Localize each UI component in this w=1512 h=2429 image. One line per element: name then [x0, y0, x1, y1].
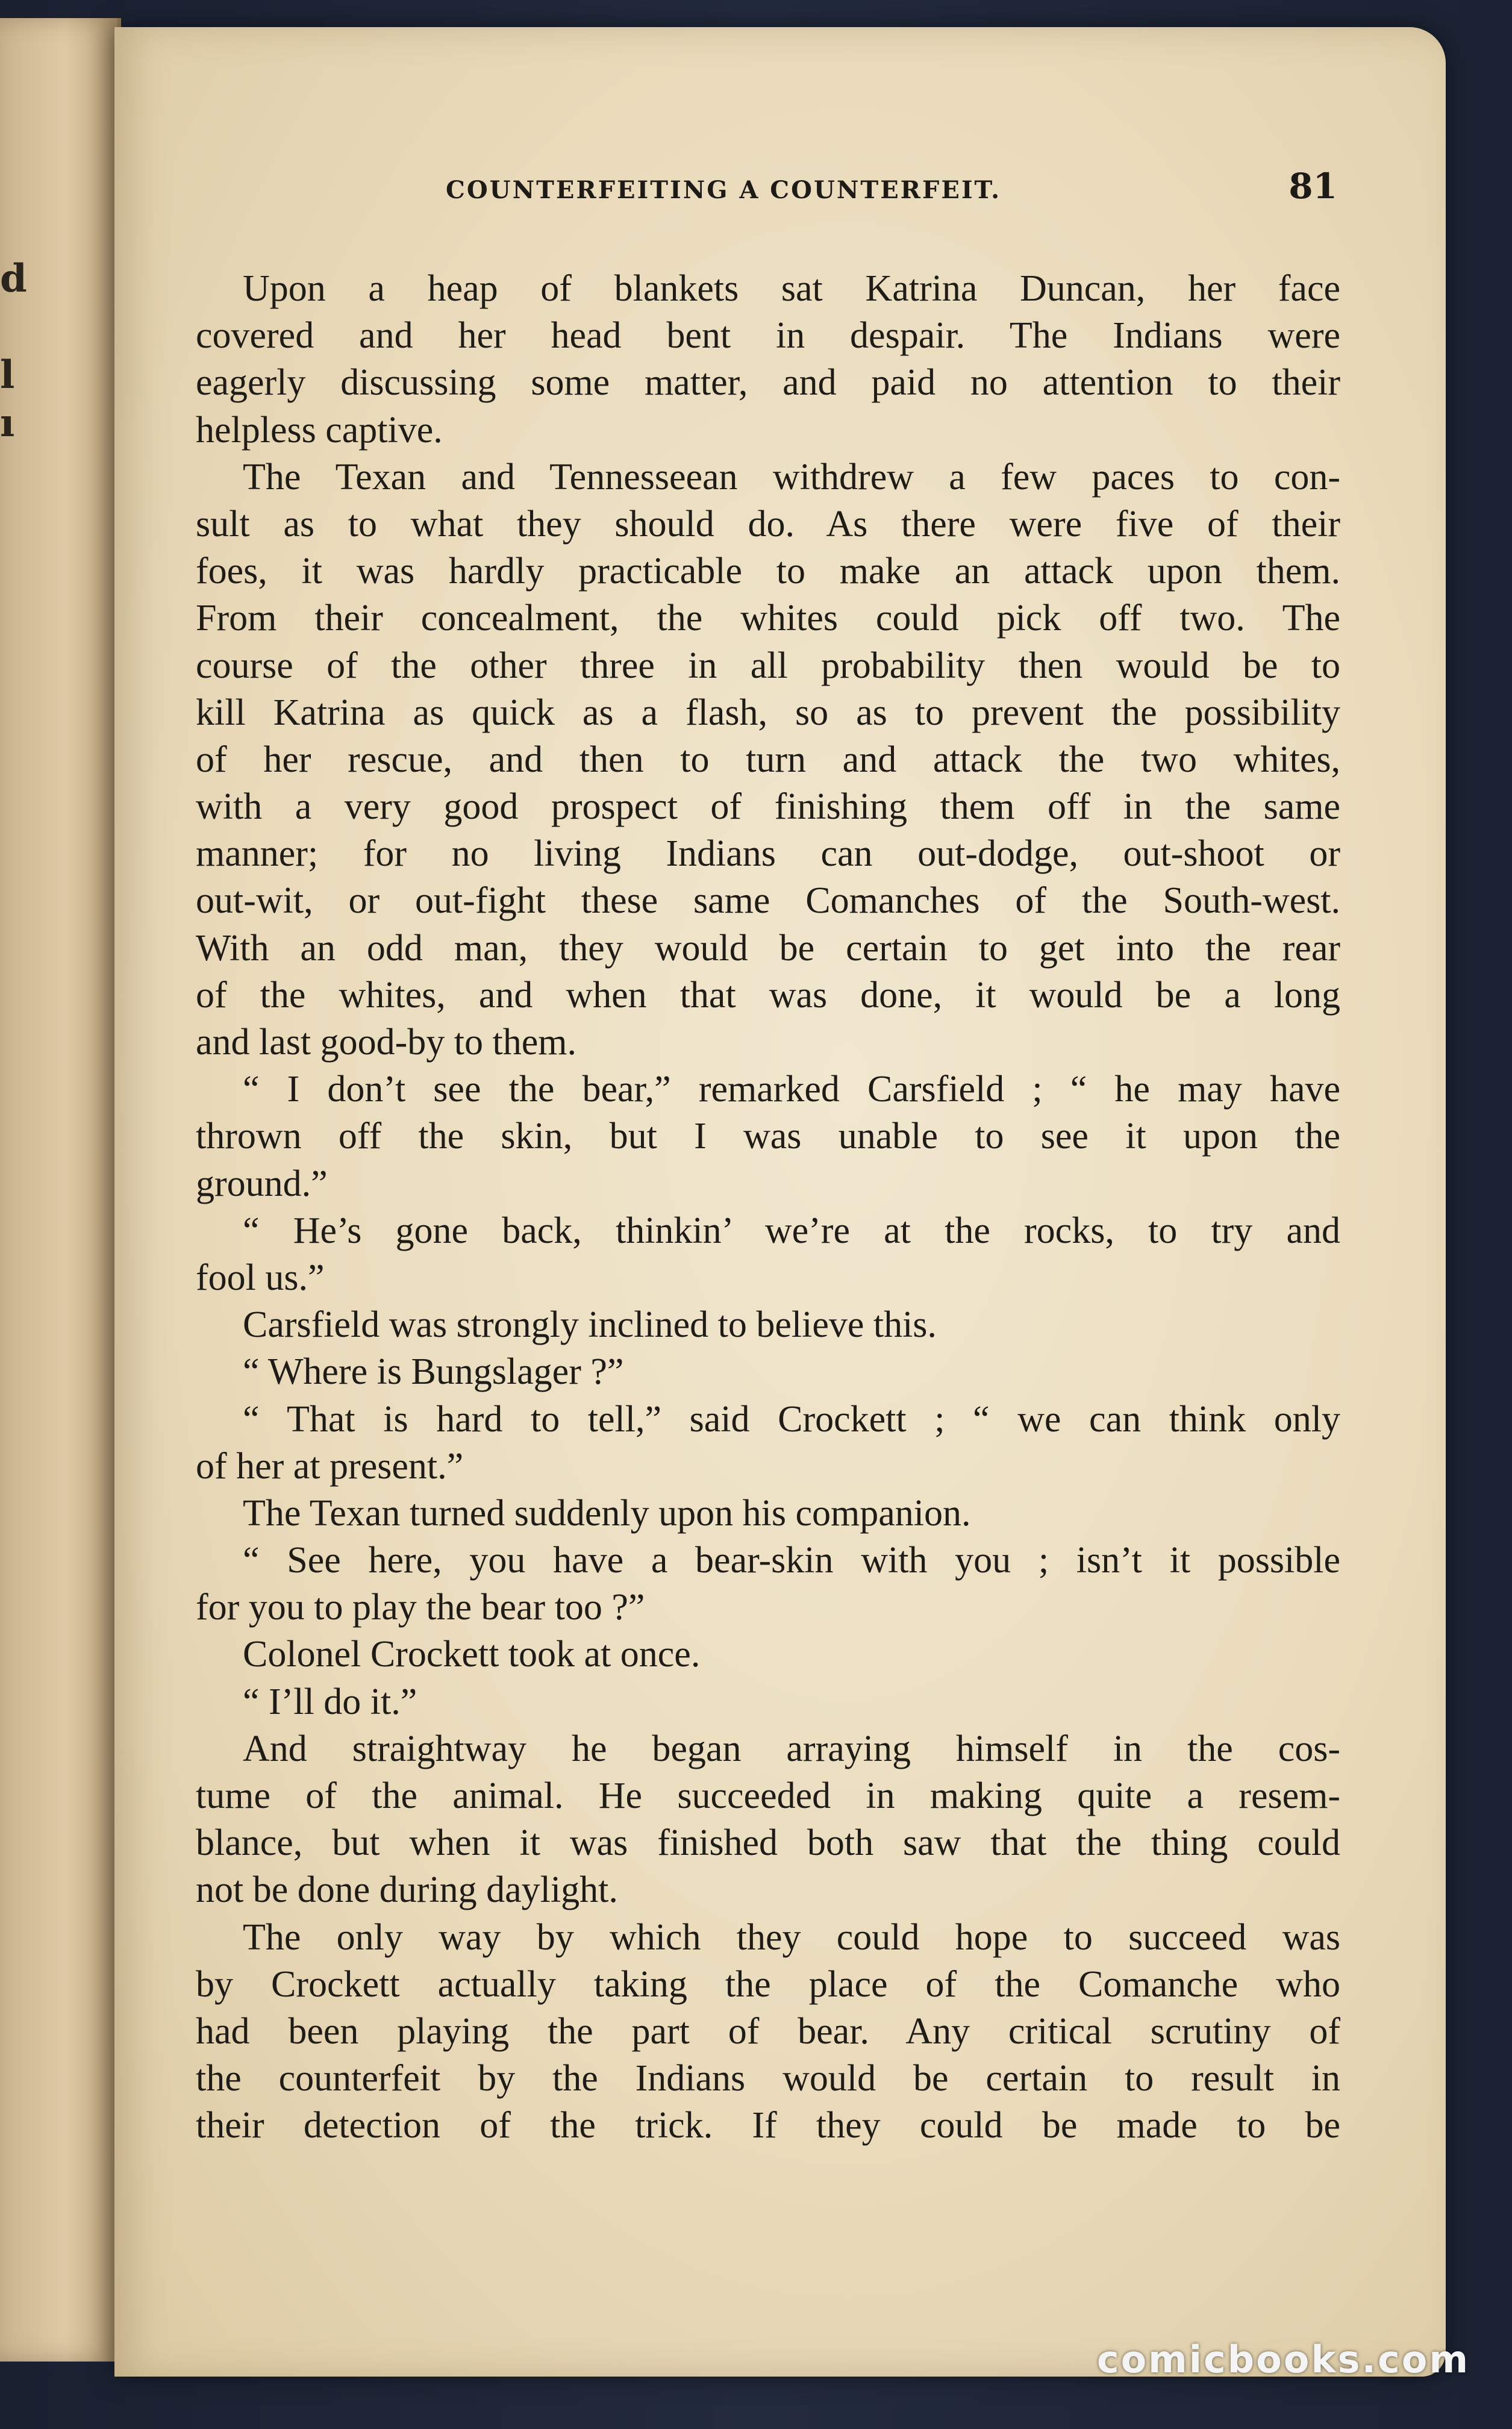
body-text [196, 265, 1340, 2149]
text-line: ground.” [196, 1163, 328, 1204]
text-line: “ He’s gone back, thinkin’ we’re at the rocks, to try and [243, 1210, 1340, 1251]
text-line: And straightway he began arraying himself in the cos- [243, 1728, 1340, 1769]
left-page-fragment: l [0, 352, 15, 398]
left-page-fragment: d [0, 256, 27, 301]
text-line: The Texan and Tennesseean withdrew a few paces to con- [243, 456, 1340, 498]
text-line: kill Katrina as quick as a flash, so as to prevent the possibility [196, 692, 1340, 733]
running-head: COUNTERFEITING A COUNTERFEIT. [446, 176, 1002, 204]
previous-page-edge [0, 18, 121, 2362]
text-line: “ I don’t see the bear,” remarked Carsfield ; “ he may have [243, 1069, 1340, 1110]
text-line: sult as to what they should do. As there were five of their [196, 503, 1340, 545]
text-line: With an odd man, they would be certain to get into the rear [196, 927, 1340, 969]
text-line: blance, but when it was finished both saw that the thing could [196, 1822, 1340, 1864]
text-line: eagerly discussing some matter, and paid no attention to their [196, 362, 1340, 404]
text-line: Carsfield was strongly inclined to believe this. [243, 1304, 937, 1346]
text-line: Colonel Crockett took at once. [243, 1634, 701, 1675]
text-line: manner; for no living Indians can out-dodge, out-shoot or [196, 833, 1340, 875]
text-line: “ I’ll do it.” [243, 1681, 417, 1722]
text-line: and last good-by to them. [196, 1022, 576, 1063]
text-line: with a very good prospect of finishing them off in the same [196, 786, 1340, 828]
text-line: “ That is hard to tell,” said Crockett ; “ we can think only [243, 1398, 1340, 1440]
text-line: out-wit, or out-fight these same Comanches of the South-west. [196, 880, 1340, 922]
text-line: “ Where is Bungslager ?” [243, 1351, 624, 1393]
text-line: covered and her head bent in despair. The Indians were [196, 315, 1340, 357]
text-line: of the whites, and when that was done, it would be a long [196, 974, 1340, 1016]
text-line: thrown off the skin, but I was unable to see it upon the [196, 1116, 1340, 1157]
page-number: 81 [1289, 166, 1337, 207]
text-line: Upon a heap of blankets sat Katrina Duncan, her face [243, 268, 1340, 309]
text-line: “ See here, you have a bear-skin with you ; isn’t it possible [243, 1540, 1340, 1581]
text-line: by Crockett actually taking the place of the Comanche who [196, 1963, 1340, 2005]
watermark: comicbooks.com [1096, 2337, 1470, 2381]
text-line: course of the other three in all probability then would be to [196, 645, 1340, 686]
text-line: their detection of the trick. If they could be made to be [196, 2105, 1340, 2146]
text-line: of her at present.” [196, 1445, 464, 1487]
text-line: foes, it was hardly practicable to make an attack upon them. [196, 551, 1340, 592]
text-line: The Texan turned suddenly upon his companion. [243, 1492, 971, 1534]
text-line: for you to play the bear too ?” [196, 1587, 645, 1628]
text-line: fool us.” [196, 1257, 325, 1298]
text-line: of her rescue, and then to turn and attack the two whites, [196, 739, 1340, 780]
text-line: had been playing the part of bear. Any critical scrutiny of [196, 2010, 1340, 2052]
text-line: The only way by which they could hope to succeed was [243, 1916, 1340, 1958]
left-page-fragment: ı [0, 401, 15, 446]
text-line: helpless captive. [196, 409, 443, 451]
text-line: tume of the animal. He succeeded in making quite a resem- [196, 1775, 1340, 1816]
text-line: the counterfeit by the Indians would be certain to result in [196, 2058, 1340, 2099]
text-line: From their concealment, the whites could pick off two. The [196, 598, 1340, 639]
page-header [325, 166, 1337, 232]
text-line: not be done during daylight. [196, 1869, 618, 1911]
